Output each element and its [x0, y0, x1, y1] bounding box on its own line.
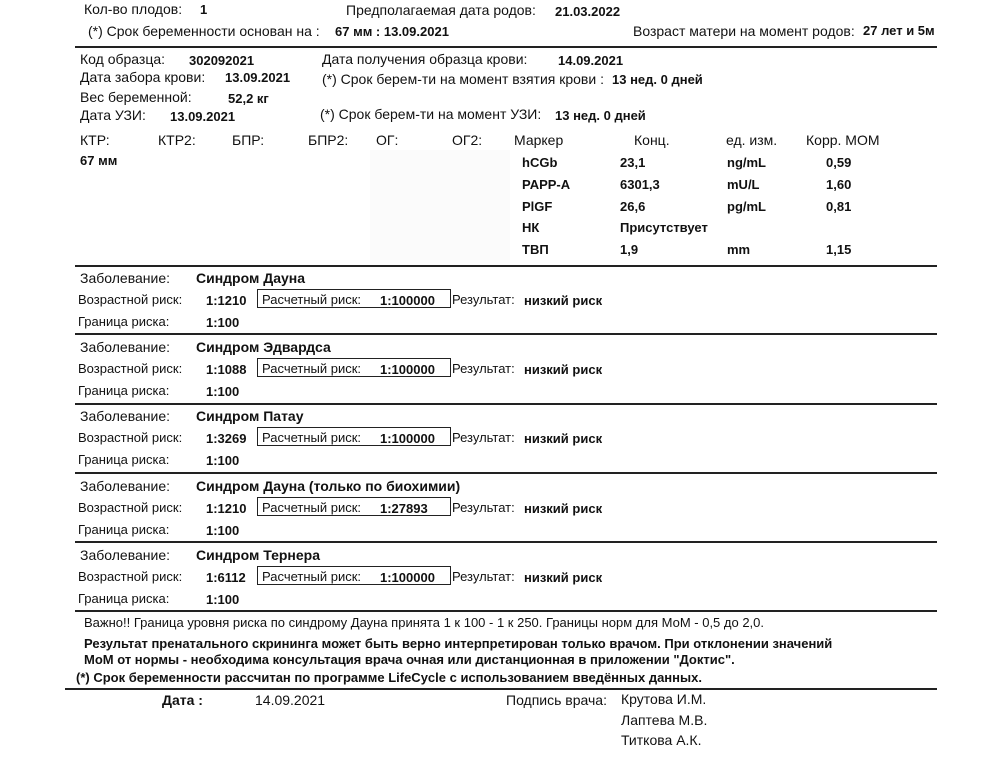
age-risk-value: 1:3269: [206, 431, 247, 446]
age-risk-value: 1:1210: [206, 293, 247, 308]
weight-label: Вес беременной:: [80, 89, 192, 105]
disease-label: Заболевание:: [80, 270, 170, 286]
footer-date-label: Дата :: [162, 692, 203, 708]
disease-name: Синдром Эдвардса: [196, 339, 331, 355]
footer-date-value: 14.09.2021: [255, 692, 326, 708]
disease-label: Заболевание:: [80, 339, 170, 355]
marker-name: ТВП: [522, 242, 549, 257]
boundary-label: Граница риска:: [78, 591, 170, 606]
age-risk-value: 1:6112: [206, 570, 246, 585]
result-value: низкий риск: [524, 431, 603, 446]
blood-date-value: 13.09.2021: [225, 70, 291, 85]
disease-label: Заболевание:: [80, 547, 170, 563]
notes-divider: [75, 610, 937, 612]
risk-divider: [75, 403, 937, 405]
disease-label: Заболевание:: [80, 478, 170, 494]
risk-divider: [75, 472, 937, 474]
received-date-label: Дата получения образца крови:: [322, 51, 528, 67]
received-date-value: 14.09.2021: [558, 53, 624, 68]
calc-risk-label: Расчетный риск:: [262, 569, 362, 584]
disease-name: Синдром Тернера: [196, 547, 320, 563]
ktr-header: КТР:: [80, 132, 110, 148]
result-value: низкий риск: [524, 570, 603, 585]
age-risk-value: 1:1210: [206, 501, 247, 516]
marker-conc: 1,9: [620, 242, 639, 257]
fetus-count-value: 1: [200, 2, 208, 17]
fetus-count-label: Кол-во плодов:: [84, 1, 183, 17]
mother-age-value: 27 лет и 5м: [863, 23, 935, 38]
calc-risk-value: 1:100000: [380, 293, 435, 308]
boundary-value: 1:100: [206, 384, 240, 399]
age-risk-label: Возрастной риск:: [78, 292, 183, 307]
term-uzi-value: 13 нед. 0 дней: [555, 108, 646, 123]
disease-name: Синдром Дауна (только по биохимии): [196, 478, 461, 494]
boundary-value: 1:100: [206, 453, 240, 468]
calc-risk-label: Расчетный риск:: [262, 430, 362, 445]
marker-mom: 0,59: [826, 155, 852, 170]
sample-code-label: Код образца:: [80, 51, 166, 67]
marker-mom: 1,60: [826, 177, 852, 192]
interpretation-note: МоМ от нормы - необходима консультация врача очная или дистанционная в приложении "Доктис".: [84, 652, 735, 667]
uzi-date-label: Дата УЗИ:: [80, 107, 146, 123]
result-label: Результат:: [452, 500, 515, 515]
term-blood-value: 13 нед. 0 дней: [612, 72, 703, 87]
due-date-value: 21.03.2022: [555, 4, 621, 19]
result-value: низкий риск: [524, 501, 603, 516]
marker-unit: pg/mL: [727, 199, 766, 214]
marker-header: Маркер: [514, 132, 564, 148]
doctor-name: Лаптева М.В.: [621, 712, 708, 728]
calc-risk-value: 1:100000: [380, 362, 435, 377]
boundary-label: Граница риска:: [78, 314, 170, 329]
bpr-header: БПР:: [232, 132, 265, 148]
boundary-value: 1:100: [206, 315, 240, 330]
ktr2-header: КТР2:: [158, 132, 196, 148]
uzi-date-value: 13.09.2021: [170, 109, 236, 124]
calc-risk-label: Расчетный риск:: [262, 292, 362, 307]
age-risk-label: Возрастной риск:: [78, 500, 183, 515]
conc-header: Конц.: [634, 132, 670, 148]
calc-risk-value: 1:100000: [380, 431, 435, 446]
boundary-value: 1:100: [206, 523, 240, 538]
term-uzi-label: (*) Срок берем-ти на момент УЗИ:: [320, 106, 542, 122]
signature-label: Подпись врача:: [506, 692, 607, 708]
marker-mom: 1,15: [826, 242, 852, 257]
calc-risk-label: Расчетный риск:: [262, 361, 362, 376]
risk-divider: [75, 333, 937, 335]
markers-divider: [75, 265, 937, 267]
marker-conc: 6301,3: [620, 177, 660, 192]
marker-conc: 23,1: [620, 155, 646, 170]
marker-conc: Присутствует: [620, 220, 708, 235]
footer-divider: [65, 688, 937, 690]
result-label: Результат:: [452, 292, 515, 307]
disease-name: Синдром Патау: [196, 408, 304, 424]
term-blood-label: (*) Срок берем-ти на момент взятия крови :: [322, 71, 604, 87]
risk-divider: [75, 541, 937, 543]
calc-risk-label: Расчетный риск:: [262, 500, 362, 515]
marker-unit: mm: [727, 242, 751, 257]
disease-name: Синдром Дауна: [196, 270, 306, 286]
marker-name: НК: [522, 220, 540, 235]
result-value: низкий риск: [524, 362, 603, 377]
doctor-name: Титкова А.К.: [621, 732, 702, 748]
ktr-value: 67 мм: [80, 153, 118, 168]
due-date-label: Предполагаемая дата родов:: [346, 2, 536, 18]
age-risk-label: Возрастной риск:: [78, 569, 183, 584]
age-risk-label: Возрастной риск:: [78, 361, 183, 376]
doctor-name: Крутова И.М.: [621, 691, 707, 707]
disease-label: Заболевание:: [80, 408, 170, 424]
og2-header: ОГ2:: [452, 132, 483, 148]
boundary-label: Граница риска:: [78, 452, 170, 467]
boundary-label: Граница риска:: [78, 522, 170, 537]
marker-name: hCGb: [522, 155, 558, 170]
result-label: Результат:: [452, 569, 515, 584]
term-basis-value: 67 мм : 13.09.2021: [335, 24, 449, 39]
marker-name: PlGF: [522, 199, 553, 214]
calc-risk-value: 1:27893: [380, 501, 428, 516]
marker-unit: mU/L: [727, 177, 760, 192]
age-risk-label: Возрастной риск:: [78, 430, 183, 445]
sample-code-value: 302092021: [189, 53, 255, 68]
mom-header: Корр. МОМ: [806, 132, 880, 148]
interpretation-note: Результат пренатального скрининга может быть верно интерпретирован только врачом. При отклонении значений: [84, 636, 833, 651]
marker-conc: 26,6: [620, 199, 646, 214]
blank-measurement-area: [370, 150, 510, 260]
marker-unit: ng/mL: [727, 155, 766, 170]
boundary-value: 1:100: [206, 592, 240, 607]
bpr2-header: БПР2:: [308, 132, 349, 148]
marker-mom: 0,81: [826, 199, 852, 214]
lifecycle-note: (*) Срок беременности рассчитан по программе LifeCycle с использованием введённых данных.: [76, 670, 702, 685]
marker-name: PAPP-A: [522, 177, 571, 192]
result-value: низкий риск: [524, 293, 603, 308]
result-label: Результат:: [452, 361, 515, 376]
result-label: Результат:: [452, 430, 515, 445]
header-divider: [75, 46, 937, 48]
blood-date-label: Дата забора крови:: [80, 69, 206, 85]
calc-risk-value: 1:100000: [380, 570, 435, 585]
og-header: ОГ:: [376, 132, 399, 148]
important-note: Важно!! Граница уровня риска по синдрому Дауна принята 1 к 100 - 1 к 250. Границы норм для МоМ - 0,5 до 2,0.: [84, 615, 765, 630]
boundary-label: Граница риска:: [78, 383, 170, 398]
mother-age-label: Возраст матери на момент родов:: [633, 23, 855, 39]
unit-header: ед. изм.: [726, 132, 778, 148]
term-basis-label: (*) Срок беременности основан на :: [88, 23, 320, 39]
weight-value: 52,2 кг: [228, 91, 269, 106]
age-risk-value: 1:1088: [206, 362, 247, 377]
